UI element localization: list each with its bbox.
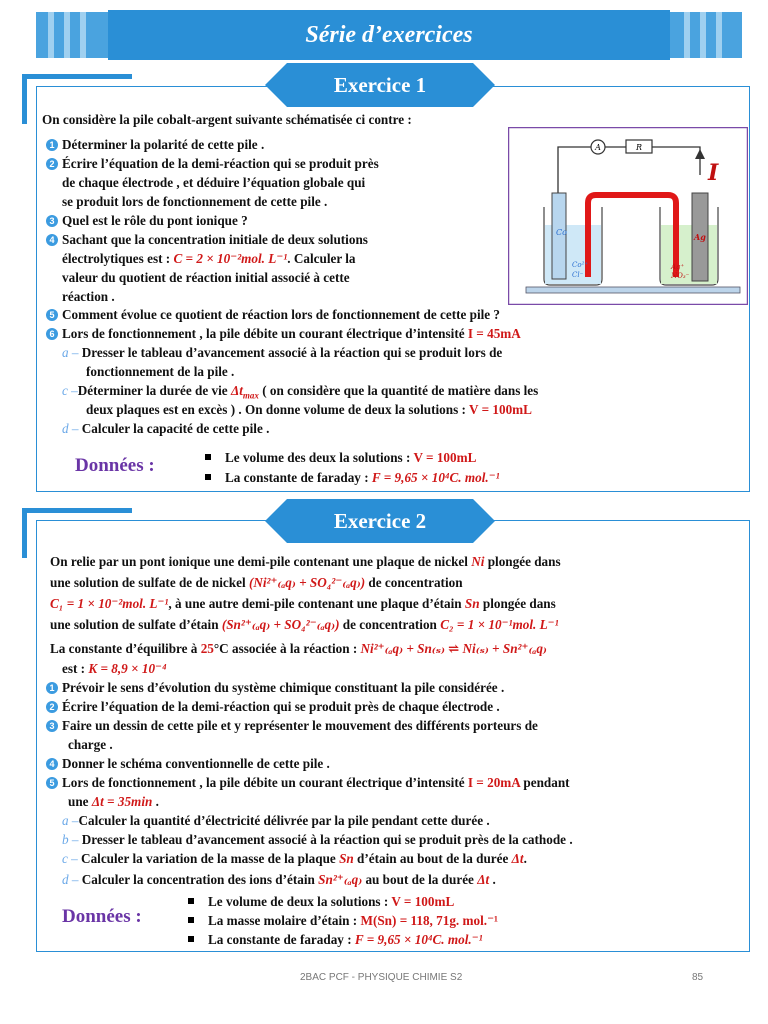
text: de concentration xyxy=(365,575,463,590)
header-bar xyxy=(80,12,86,58)
ex2-intro-line-5 xyxy=(50,639,547,658)
ex2-sub-d xyxy=(62,870,496,889)
box-corner xyxy=(22,74,27,124)
equation: M(Sn) = 118, 71g. mol.⁻¹ xyxy=(360,913,498,928)
ex2-sub-b xyxy=(62,830,573,849)
text: une solution de sulfate d’étain xyxy=(50,617,222,632)
number-badge: 2 xyxy=(46,701,58,713)
ex1-sub-c-line xyxy=(86,400,532,419)
question-text: Écrire l’équation de la demi-réaction qui se produit près xyxy=(62,156,379,171)
question-text: Quel est le rôle du pont ionique ? xyxy=(62,213,248,228)
resistor-label: R xyxy=(635,143,643,152)
left-electrode-label: Co xyxy=(556,228,567,237)
sub-marker: d – xyxy=(62,421,79,436)
equation: Δt = 35min xyxy=(91,794,153,809)
number-badge: 4 xyxy=(46,234,58,246)
ex1-question-6 xyxy=(46,324,521,343)
box-corner xyxy=(22,74,132,79)
text: ( on considère que la quantité de matière dans les xyxy=(258,383,539,398)
ex1-sub-d xyxy=(62,419,269,438)
text: Déterminer la durée de vie xyxy=(77,383,231,398)
question-text: Sachant que la concentration initiale de deux solutions xyxy=(62,232,368,247)
ex1-question-3 xyxy=(46,211,248,230)
ex2-sub-c xyxy=(62,849,527,868)
ex1-question-4-line: réaction . xyxy=(62,289,115,304)
text: est : xyxy=(62,661,89,676)
text: °C associée à la réaction : xyxy=(213,641,361,656)
bullet xyxy=(205,474,211,480)
ex1-question-2-line: se produit lors de fonctionnement de cette pile . xyxy=(62,194,328,209)
equation: C₂ = 1 × 10⁻¹mol. L⁻¹ xyxy=(440,617,559,632)
equation: (Ni²⁺₍ₐq₎ + SO₄²⁻₍ₐq₎) xyxy=(248,575,366,590)
ex1-data-1 xyxy=(205,448,476,467)
ex2-question-5 xyxy=(46,773,570,792)
symbol: Δt xyxy=(511,851,524,866)
text: électrolytiques est : xyxy=(62,251,174,266)
ex2-donnees-label: Données : xyxy=(62,906,142,927)
text: La constante de faraday : xyxy=(225,470,372,485)
bullet xyxy=(205,454,211,460)
exercise-1-title: Exercice 1 xyxy=(333,73,427,97)
equation: I = 45mA xyxy=(467,326,521,341)
ex1-question-4-line xyxy=(62,249,356,268)
left-ions-label-2: Cl⁻ xyxy=(572,271,584,279)
text: Le volume de deux la solutions : xyxy=(208,894,392,909)
footer-course: 2BAC PCF - PHYSIQUE CHIMIE S2 xyxy=(300,972,463,983)
sub-marker: b – xyxy=(62,832,79,847)
text: Calculer la capacité de cette pile . xyxy=(81,421,270,436)
sub-marker: a – xyxy=(62,813,79,828)
text: Dresser le tableau d’avancement associé à la réaction qui se produit lors de xyxy=(81,345,503,360)
ex1-intro: On considère la pile cobalt-argent suivante schématisée ci contre : xyxy=(42,112,412,127)
sub-marker: d – xyxy=(62,872,79,887)
equation: Sn²⁺₍ₐq₎ xyxy=(318,872,363,887)
ex1-question-4 xyxy=(46,230,368,249)
right-ions-label-2: NO₃⁻ xyxy=(671,272,690,280)
text: . Calculer la xyxy=(287,251,356,266)
equation: C₁ = 1 × 10⁻²mol. L⁻¹ xyxy=(50,596,169,611)
question-text: Faire un dessin de cette pile et y représenter le mouvement des différents porteurs de xyxy=(62,718,538,733)
exercise-2-tag xyxy=(265,499,495,543)
question-text: Comment évolue ce quotient de réaction lors de fonctionnement de cette pile ? xyxy=(62,307,501,322)
ex2-intro-line-2 xyxy=(50,573,463,592)
equation: V = 100mL xyxy=(413,450,477,465)
ex2-intro-line-4 xyxy=(50,615,559,634)
text: Calculer la quantité d’électricité délivrée par la pile pendant cette durée . xyxy=(78,813,490,828)
text: Dresser le tableau d’avancement associé à la réaction qui se produit près de la cathode . xyxy=(81,832,573,847)
ex2-question-3-line: charge . xyxy=(68,737,113,752)
text: On relie par un pont ionique une demi-pile contenant une plaque de nickel xyxy=(50,554,472,569)
text: . xyxy=(489,872,496,887)
symbol: Sn xyxy=(464,596,480,611)
box-corner xyxy=(22,508,27,558)
sub-marker: a – xyxy=(62,345,79,360)
sub-marker: c – xyxy=(62,851,78,866)
ex2-data-3 xyxy=(188,930,483,949)
ex2-question-1 xyxy=(46,678,504,697)
ex2-data-1 xyxy=(188,892,454,911)
header-bar xyxy=(700,12,706,58)
text: d’étain au bout de la durée xyxy=(353,851,512,866)
question-text: Écrire l’équation de la demi-réaction qui se produit près de chaque électrode . xyxy=(62,699,500,714)
ex2-intro-line-1 xyxy=(50,552,561,571)
ex2-question-3 xyxy=(46,716,538,735)
equation: (Sn²⁺₍ₐq₎ + SO₄²⁻₍ₐq₎) xyxy=(221,617,340,632)
text: pendant xyxy=(520,775,570,790)
sub-marker: c – xyxy=(62,383,78,398)
symbol: Ni xyxy=(471,554,485,569)
number-badge: 4 xyxy=(46,758,58,770)
ex2-question-5-line xyxy=(68,792,159,811)
number-badge: 6 xyxy=(46,328,58,340)
current-label: I xyxy=(708,160,719,186)
text: au bout de la durée xyxy=(362,872,478,887)
header-bar xyxy=(716,12,722,58)
ex2-intro-line-6 xyxy=(62,659,167,678)
ex1-sub-a-line: fonctionnement de la pile . xyxy=(86,364,235,379)
text: deux plaques est en excès ) . On donne volume de deux la solutions : xyxy=(86,402,469,417)
equation: F = 9,65 × 10⁴C. mol.⁻¹ xyxy=(371,470,500,485)
text: . xyxy=(152,794,159,809)
ex2-question-2 xyxy=(46,697,500,716)
header-bar xyxy=(64,12,70,58)
symbol: Sn xyxy=(339,851,354,866)
ex1-donnees-label: Données : xyxy=(75,455,155,476)
header-bar xyxy=(684,12,690,58)
text: Calculer la variation de la masse de la plaque xyxy=(81,851,340,866)
text: Le volume des deux la solutions : xyxy=(225,450,414,465)
question-text: Déterminer la polarité de cette pile . xyxy=(62,137,265,152)
number-badge: 1 xyxy=(46,682,58,694)
text: une solution de sulfate de de nickel xyxy=(50,575,249,590)
number-badge: 3 xyxy=(46,215,58,227)
number-badge: 2 xyxy=(46,158,58,170)
text: plongée dans xyxy=(479,596,556,611)
footer-page-number: 85 xyxy=(692,972,704,983)
galvanic-cell-figure xyxy=(508,127,748,305)
ex1-question-5 xyxy=(46,305,500,324)
text: une xyxy=(68,794,92,809)
text: La masse molaire d’étain : xyxy=(208,913,361,928)
question-text: Lors de fonctionnement , la pile débite un courant électrique d’intensité xyxy=(62,775,468,790)
ex2-sub-a xyxy=(62,811,490,830)
equation: Ni²⁺₍ₐq₎ + Sn₍ₛ₎ ⇌ Ni₍ₛ₎ + Sn²⁺₍ₐq₎ xyxy=(360,641,547,656)
number-badge: 5 xyxy=(46,309,58,321)
equation: V = 100mL xyxy=(468,402,532,417)
text: de concentration xyxy=(339,617,441,632)
equation: V = 100mL xyxy=(391,894,455,909)
text: La constante d’équilibre à xyxy=(50,641,201,656)
text: plongée dans xyxy=(484,554,561,569)
equation: C = 2 × 10⁻²mol. L⁻¹ xyxy=(173,251,288,266)
question-text: Lors de fonctionnement , la pile débite un courant électrique d’intensité xyxy=(62,326,468,341)
ex1-question-2-line: de chaque électrode , et déduire l’équation globale qui xyxy=(62,175,366,190)
left-ions-label: Co²⁺ xyxy=(572,261,589,269)
ex1-question-4-line: valeur du quotient de réaction initial associé à cette xyxy=(62,270,350,285)
equation: F = 9,65 × 10⁴C. mol.⁻¹ xyxy=(354,932,483,947)
question-text: Donner le schéma conventionnelle de cette pile . xyxy=(62,756,330,771)
header-bar xyxy=(48,12,54,58)
page-title: Série d’exercices xyxy=(108,10,670,60)
symbol: Δt xyxy=(477,872,490,887)
right-ions-label: Ag⁺ xyxy=(671,263,685,271)
subscript: max xyxy=(242,390,259,401)
ex1-data-2 xyxy=(205,468,500,487)
bullet xyxy=(188,936,194,942)
question-text: Prévoir le sens d’évolution du système chimique constituant la pile considérée . xyxy=(62,680,505,695)
ammeter-label: A xyxy=(595,143,601,152)
ex2-question-4 xyxy=(46,754,330,773)
ex1-question-1 xyxy=(46,135,264,154)
text: La constante de faraday : xyxy=(208,932,355,947)
number-badge: 5 xyxy=(46,777,58,789)
right-electrode-label: Ag xyxy=(694,232,706,242)
bullet xyxy=(188,898,194,904)
exercise-2-title: Exercice 2 xyxy=(333,509,427,533)
bullet xyxy=(188,917,194,923)
ex1-question-2 xyxy=(46,154,379,173)
text: Calculer la concentration des ions d’étain xyxy=(81,872,319,887)
ex1-sub-a xyxy=(62,343,502,362)
header-stripe-right xyxy=(670,12,742,58)
equation: I = 20mA xyxy=(467,775,521,790)
equation: K = 8,9 × 10⁻⁴ xyxy=(88,661,167,676)
equation: Δt xyxy=(230,383,243,398)
temperature: 25 xyxy=(200,641,214,656)
number-badge: 3 xyxy=(46,720,58,732)
ex2-intro-line-3 xyxy=(50,594,556,613)
exercise-1-tag xyxy=(265,63,495,107)
text: , à une autre demi-pile contenant une plaque d’étain xyxy=(168,596,465,611)
text: . xyxy=(523,851,527,866)
number-badge: 1 xyxy=(46,139,58,151)
box-corner xyxy=(22,508,132,513)
header-stripe-left xyxy=(36,12,108,58)
ex2-data-2 xyxy=(188,911,498,930)
